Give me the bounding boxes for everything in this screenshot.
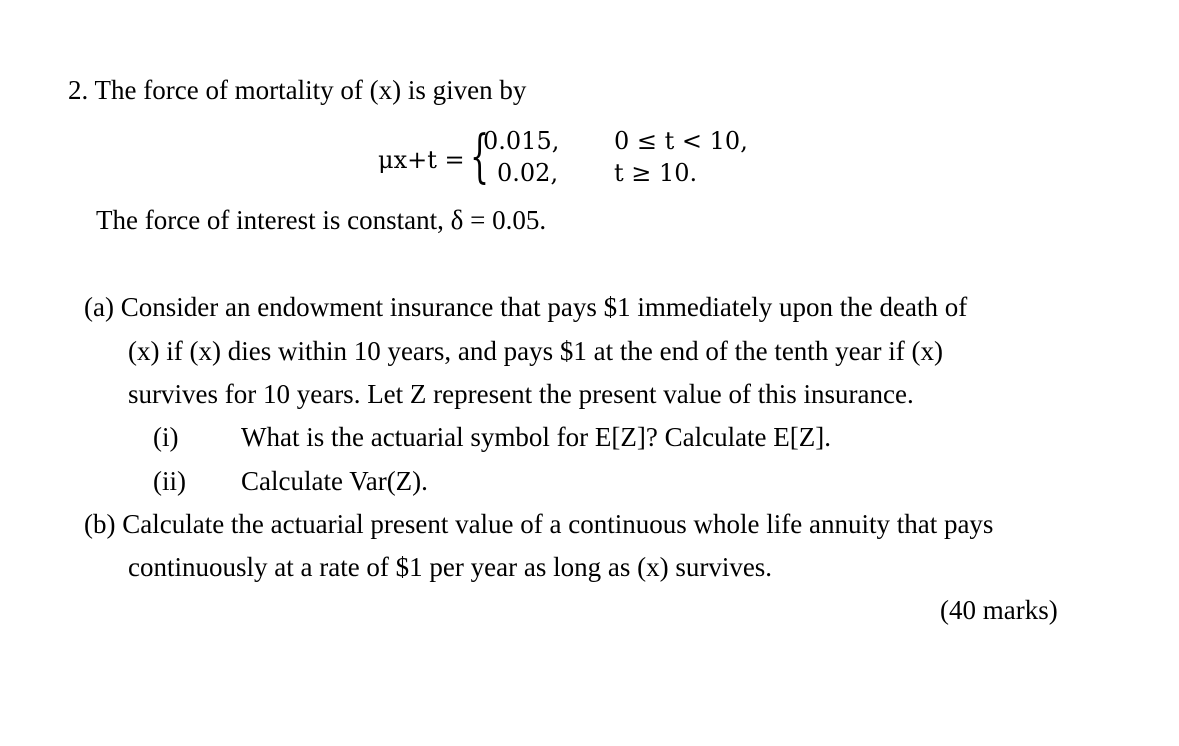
sub-question-ii-text: Calculate Var(Z). — [241, 466, 428, 496]
sub-question-i-label: (i) — [153, 422, 179, 452]
part-a-line-3: survives for 10 years. Let Z represent the present value of this insurance. — [128, 379, 914, 409]
case2-value: 0.02, — [497, 159, 559, 187]
part-b-line-2: continuously at a rate of $1 per year as long as (x) survives. — [128, 552, 773, 582]
case1-condition: 0 ≤ t < 10, — [614, 127, 748, 155]
interest-statement: The force of interest is constant, δ = 0.05. — [96, 205, 547, 235]
part-b-line-1: (b) Calculate the actuarial present value of a continuous whole life annuity that pays — [84, 509, 994, 539]
part-a-line-1: (a) Consider an endowment insurance that pays $1 immediately upon the death of — [84, 292, 968, 322]
marks-label: (40 marks) — [940, 595, 1058, 625]
question-intro: 2. The force of mortality of (x) is given by — [68, 75, 527, 105]
sub-question-i-text: What is the actuarial symbol for E[Z]? Calculate E[Z]. — [241, 422, 832, 452]
sub-question-ii-label: (ii) — [153, 466, 186, 496]
formula-lhs: μx+t = — [378, 146, 465, 174]
part-a-line-2: (x) if (x) dies within 10 years, and pays $1 at the end of the tenth year if (x) — [128, 336, 943, 366]
case1-value: 0.015, — [483, 127, 560, 155]
case2-condition: t ≥ 10. — [614, 159, 698, 187]
brace-icon: { — [470, 124, 490, 191]
